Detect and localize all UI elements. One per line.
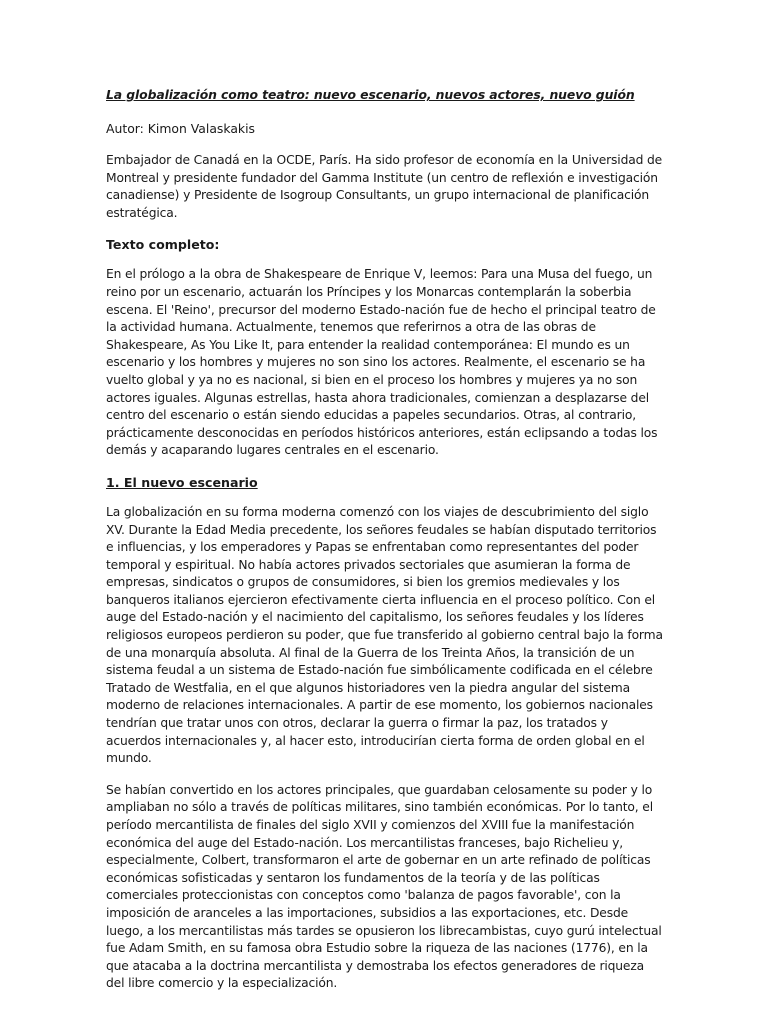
intro-paragraph: En el prólogo a la obra de Shakespeare de Enrique V, leemos: Para una Musa del fuego, un reino por un escenario, actuarán los Príncipes y los Monarcas contemplarán la soberbia escena. El 'Reino', precursor del moderno Estado-nación fue de hecho el principal teatro de la actividad humana. Actualmente, tenemos que referirnos a otra de las obras de Shakespeare, As You Like It, para entender la realidad contemporánea: El mundo es un escenario y los hombres y mujeres no son sino los actores. Realmente, el escenario se ha vuelto global y ya no es nacional, si bien en el proceso los hombres y mujeres ya no son actores iguales. Algunas estrellas, hasta ahora tradicionales, comienzan a desplazarse del centro del escenario o están siendo educidas a papeles secundarios. Otras, al contrario, prácticamente desconocidas en períodos históricos anteriores, están eclipsando a todas los demás y acaparando lugares centrales en el escenario.	[106, 267, 658, 458]
section-1-heading: 1. El nuevo escenario	[106, 474, 258, 490]
full-text-heading: Texto completo:	[106, 237, 220, 253]
document-title: La globalización como teatro: nuevo escenario, nuevos actores, nuevo guión	[106, 87, 635, 102]
section-1-paragraph-1: La globalización en su forma moderna comenzó con los viajes de descubrimiento del siglo XV. Durante la Edad Media precedente, los señores feudales se habían disputado territorios e influencias, y los emperadores y Papas se enfrentaban como representantes del poder temporal y espiritual. No había actores privados sectoriales que asumieran la forma de empresas, sindicatos o grupos de consumidores, si bien los gremios medievales y los banqueros italianos ejercieron efectivamente cierta influencia en el proceso político. Con el auge del Estado-nación y el nacimiento del capitalismo, los señores feudales y los líderes religiosos europeos perdieron su poder, que fue transferido al gobierno central bajo la forma de una monarquía absoluta. Al final de la Guerra de los Treinta Años, la transición de un sistema feudal a un sistema de Estado-nación fue simbólicamente codificada en el célebre Tratado de Westfalia, en el que algunos historiadores ven la piedra angular del sistema moderno de relaciones internacionales. A partir de ese momento, los gobiernos nacionales tendrían que tratar unos con otros, declarar la guerra o firmar la paz, los tratados y acuerdos internacionales y, al hacer esto, introducirían cierta forma de orden global en el mundo.	[106, 504, 663, 766]
section-1-paragraph-2: Se habían convertido en los actores principales, que guardaban celosamente su poder y lo ampliaban no sólo a través de políticas militares, sino también económicas. Por lo tanto, el período mercantilista de finales del siglo XVII y comienzos del XVIII fue la manifestación económica del auge del Estado-nación. Los mercantilistas franceses, bajo Richelieu y, especialmente, Colbert, transformaron el arte de gobernar en un arte refinado de políticas económicas sofisticadas y sentaron los fundamentos de la teoría y de las políticas comerciales proteccionistas con conceptos como 'balanza de pagos favorable', con la imposición de aranceles a las importaciones, subsidios a las exportaciones, etc. Desde luego, a los mercantilistas más tardes se opusieron los librecambistas, cuyo gurú intelectual fue Adam Smith, en su famosa obra Estudio sobre la riqueza de las naciones (1776), en la que atacaba a la doctrina mercantilista y demostraba los efectos generadores de riqueza del libre comercio y la especialización.	[106, 782, 662, 991]
author-bio: Embajador de Canadá en la OCDE, París. Ha sido profesor de economía en la Universidad de Montreal y presidente fundador del Gamma Institute (un centro de reflexión e investigación canadiense) y Presidente de Isogroup Consultants, un grupo internacional de planificación estratégica.	[106, 153, 663, 220]
author-line: Autor: Kimon Valaskakis	[106, 121, 255, 136]
document-page	[106, 86, 666, 1007]
